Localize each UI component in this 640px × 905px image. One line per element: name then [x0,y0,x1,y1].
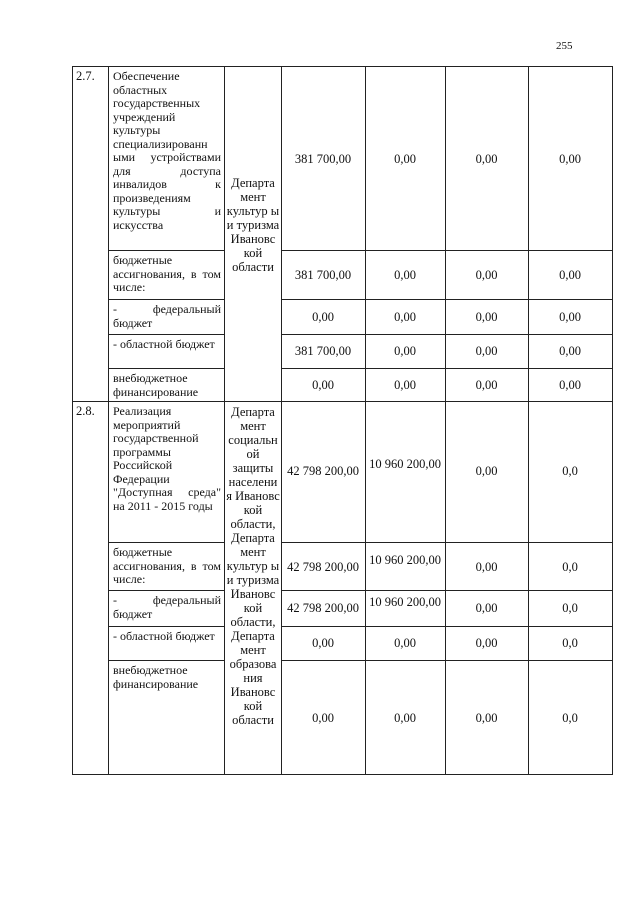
section-number: 2.8. [76,404,95,418]
value-cell: 10 960 200,00 [369,457,441,471]
value-cell: 0,00 [475,601,498,615]
value-cell: 0,00 [394,711,416,725]
row-label: - федеральный бюджет [113,593,221,621]
value-cell: 381 700,00 [294,152,352,166]
value-cell: 0,0 [562,636,578,650]
value-cell: 381 700,00 [294,268,352,282]
row-label: бюджетные ассигнования, в том числе: [113,545,221,586]
value-cell: 0,00 [559,268,581,282]
row-label: - областной бюджет [113,629,215,643]
value-cell: 42 798 200,00 [287,560,359,574]
row-label: внебюджетное финансирование [113,663,199,691]
value-cell: 0,00 [312,378,334,392]
department: Департа мент культур ы и туризма Ивановс кой области [226,176,280,274]
value-cell: 381 700,00 [294,344,352,358]
value-cell: 0,00 [312,636,334,650]
value-cell: 0,00 [394,152,416,166]
row-label: бюджетные ассигнования, в том числе: [113,253,221,294]
value-cell: 0,00 [559,378,581,392]
value-cell: 0,00 [475,378,498,392]
section-number: 2.7. [76,69,95,83]
row-label: внебюджетное финансирование [113,371,199,399]
row-label: - областной бюджет [113,337,215,351]
value-cell: 10 960 200,00 [369,595,441,609]
row-label: - федеральный бюджет [113,302,221,330]
value-cell: 0,00 [312,711,334,725]
value-cell: 0,00 [475,344,498,358]
value-cell: 42 798 200,00 [287,601,359,615]
value-cell: 0,00 [394,310,416,324]
value-cell: 0,00 [559,344,581,358]
value-cell: 0,00 [475,310,498,324]
value-cell: 0,00 [475,464,498,478]
page-number: 255 [556,40,573,52]
section-title: Обеспечение областных государственных учреждений культуры специализированн ыми устройствами для доступа инвалидов к произведениям культуры и искусства [113,69,221,232]
value-cell: 42 798 200,00 [287,464,359,478]
value-cell: 0,00 [475,636,498,650]
department: Департа мент социальн ой защиты населени я Ивановс кой области, Департа мент культур ы и туризма Ивановс кой области, Департа мент образова ния Ивановс кой области [226,405,280,727]
value-cell: 0,00 [475,152,498,166]
value-cell: 0,00 [475,268,498,282]
value-cell: 0,00 [394,268,416,282]
value-cell: 0,00 [559,152,581,166]
value-cell: 0,0 [562,560,578,574]
value-cell: 0,00 [394,344,416,358]
value-cell: 0,00 [394,378,416,392]
value-cell: 0,0 [562,601,578,615]
value-cell: 0,0 [562,464,578,478]
section-title: Реализация мероприятий государственной программы Российской Федерации "Доступная среда" на 2011 - 2015 годы [113,404,221,513]
value-cell: 0,00 [475,711,498,725]
value-cell: 0,00 [394,636,416,650]
value-cell: 0,00 [312,310,334,324]
value-cell: 0,0 [562,711,578,725]
value-cell: 0,00 [475,560,498,574]
value-cell: 0,00 [559,310,581,324]
value-cell: 10 960 200,00 [369,553,441,567]
